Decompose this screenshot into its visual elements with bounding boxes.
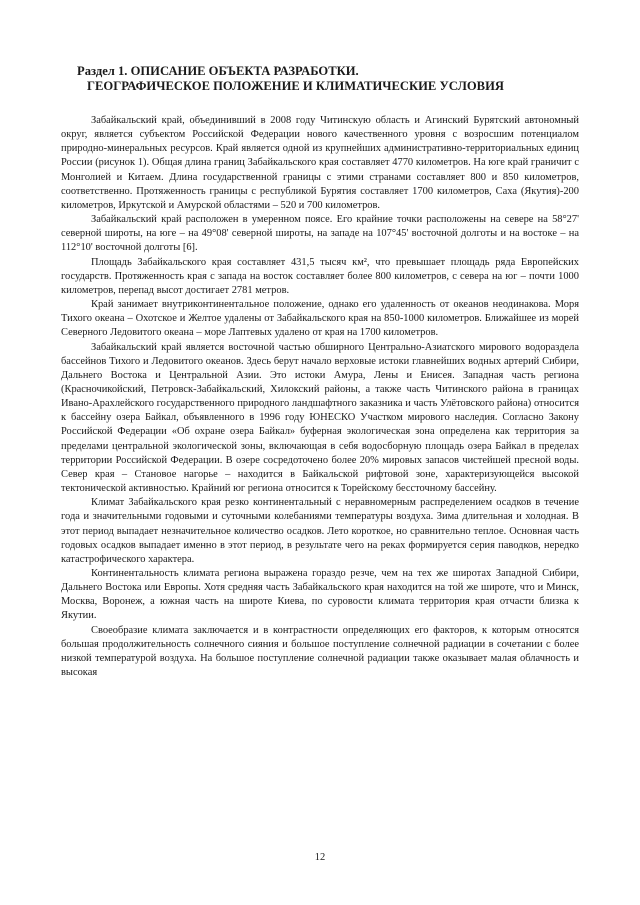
paragraph-borders: Забайкальский край, объединивший в 2008 году Читинскую область и Агинский Бурятский автономный округ, является субъектом Российской Федерации нового качественного уровня с возросшим потенциалом природно-минеральных ресурсов. Край является одной из крупнейших административно-территориальных единиц России (рисунок 1). Общая длина границ Забайкальского края составляет 4770 километров. На юге край граничит с Монголией и Китаем. Длина государственной границы с этими странами составляет 800 и 850 километров, соответственно. Протяженность границы с республикой Бурятия составляет 1700 километров, Саха (Якутия)-200 километров, Иркутской и Амурской областями – 520 и 700 километров.: [61, 115, 579, 211]
paragraph-continentality: Континентальность климата региона выражена гораздо резче, чем на тех же широтах Западной Сибири, Дальнего Востока или Европы. Хотя средняя часть Забайкальского края находится на той же широте, что и Минск, Москва, Воронеж, а южная часть на широте Киева, по суровости климата территория края отчасти близка к Якутии.: [61, 568, 579, 622]
paragraph-climate-factors: Своеобразие климата заключается и в контрастности определяющих его факторов, к которым относятся большая продолжительность солнечного сияния и большое поступление солнечной радиации в сочетании с более низкой температурой воздуха. На большое поступление солнечной радиации также оказывает малая облачность и высокая: [61, 624, 579, 679]
section-heading: [77, 64, 557, 94]
heading-line-1: Раздел 1. ОПИСАНИЕ ОБЪЕКТА РАЗРАБОТКИ.: [77, 64, 359, 78]
paragraph-watershed: Забайкальский край является восточной частью обширного Центрально-Азиатского мирового водораздела бассейнов Тихого и Ледовитого океанов. Здесь берут начало верховые истоки главнейших водных артерий Сибири, Дальнего Востока и Центральной Азии. Это истоки Амура, Лены и Енисея. Западная часть региона (Красночикойский, Петровск-Забайкальский, Хилокский районы, а также часть Читинского района в границах Ивано-Арахлейского государственного природного ландшафтного заказника и часть Улётовского района) относится к бассейну озера Байкал, объявленного в 1996 году ЮНЕСКО Участком мирового наследия. Согласно Закону Российской Федерации «Об охране озера Байкал» буферная экологическая зона определена как территория за пределами центральной экологической зоны, включающая в себя водосборную площадь озера Байкал в пределах территории Российской Федерации. В озере сосредоточено более 20% мировых запасов чистейшей пресной воды. Север края – Становое нагорье – находится в Байкальской рифтовой зоне, характеризующейся высокой тектонической активностью. Крайний юг региона относится к Торейскому бессточному бассейну.: [61, 341, 579, 495]
paragraph-oceans: Край занимает внутриконтинентальное положение, однако его удаленность от океанов неодинакова. Моря Тихого океана – Охотское и Желтое удалены от Забайкальского края на 850-1000 километров. Ближайшее из морей Северного Ледовитого океана – море Лаптевых удалено от края на 1700 километров.: [61, 299, 579, 339]
paragraph-coordinates: Забайкальский край расположен в умеренном поясе. Его крайние точки расположены на севере на 58°27' северной широты, на юге – на 49°08' северной широты, на западе на 107°45' восточной долготы и на востоке – на 112°10' восточной долготы [6].: [61, 214, 579, 254]
paragraph-climate: Климат Забайкальского края резко континентальный с неравномерным распределением осадков в течение года и значительными годовыми и суточными колебаниями температуры воздуха. Зима длительная и холодная. В этот период выпадает незначительное количество осадков. Лето короткое, но сравнительно теплое. Основная часть годовых осадков выпадает именно в этот период, в результате чего на реках формируется серия паводков, нередко катастрофического характера.: [61, 497, 579, 565]
body-text: [61, 114, 579, 680]
heading-line-2: ГЕОГРАФИЧЕСКОЕ ПОЛОЖЕНИЕ И КЛИМАТИЧЕСКИЕ УСЛОВИЯ: [87, 79, 504, 93]
page-number: 12: [314, 852, 326, 863]
paragraph-area: Площадь Забайкальского края составляет 431,5 тысяч км², что превышает площадь ряда Европейских государств. Протяженность края с запада на восток составляет более 800 километров, с севера на юг – почти 1000 километров, перепад высот достигает 2781 метров.: [61, 256, 579, 296]
